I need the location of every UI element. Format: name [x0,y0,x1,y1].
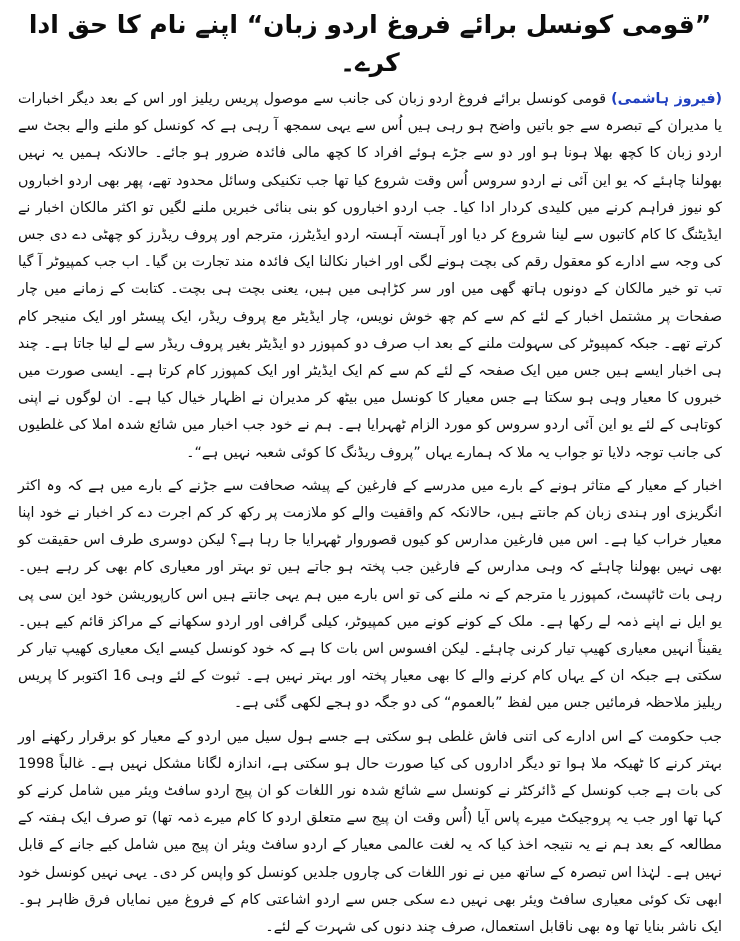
paragraph-1 [18,86,722,467]
byline: (فیروز ہاشمی) [611,91,722,107]
paragraph-1-text: قومی کونسل برائے فروغ اردو زبان کی جانب سے موصول پریس ریلیز اور اس کے بعد دیگر اخبارات یا مدیران کے تبصرہ سے جو باتیں واضح ہو رہی ہیں اُس سے یہی سمجھ آ رہی ہے کہ کونسل کو ملنے والے بجٹ سے اردو زبان کا کچھ بھلا ہونا ہو اور دو سے جڑے ہوئے افراد کا کچھ مالی فائدہ ضرور ہو جائے۔ حالانکہ ہمیں یہ نہیں بھولنا چاہئے کہ یو این آئی نے اردو سروس اُس وقت شروع کیا تھا جب تکنیکی وسائل محدود تھے، پھر بھی اردو اخباروں کو نیوز فراہم کرنے میں کلیدی کردار ادا کیا۔ جب اردو اخباروں کو بنی بنائی خبریں ملنے لگیں تو اکثر مالکان اخبار نے ایڈیٹنگ کا کام کاتبوں سے لینا شروع کر دیا اور آہستہ آہستہ اردو ایڈیٹرز، مترجم اور پروف ریڈرز کو چھٹی دے دی جس کی وجہ سے ادارے کو معقول رقم کی بچت ہونے لگی اور اخبار نکالنا ایک فائدہ مند تجارت بن گیا۔ اب جب کمپیوٹر آ گیا تب تو خیر مالکان کے دونوں ہاتھ گھی میں اور سر کڑاہی میں ہیں، یعنی بچت ہی بچت۔ کتابت کے زمانے میں چار صفحات پر مشتمل اخبار کے لئے کم سے کم چھ خوش نویس، چار ایڈیٹر مع پروف ریڈر، ایک پیسٹر اور ایک منیجر کام کرتے تھے۔ جبکہ کمپیوٹر کی سہولت ملنے کے بعد اب صرف دو کمپوزر دو ایڈیٹر بغیر پروف ریڈر سے لے لیا جاتا ہے۔ چند ہی اخبار ایسے ہیں جس میں ایک صفحہ کے لئے کم سے کم ایک ایڈیٹر اور ایک کمپوزر کام کرتا ہے۔ ایسی صورت میں خبروں کا معیار وہی ہو سکتا ہے جس معیار کا کونسل میں بیٹھ کر مدیران نے اظہار خیال کیا ہے۔ ان لوگوں نے اپنی کوتاہی کے لئے یو این آئی اردو سروس کو مورد الزام ٹھہرایا ہے۔ ہم نے خود جب اخبار میں شائع شدہ املا کی غلطیوں کی جانب توجہ دلایا تو جواب یہ ملا کہ ہمارے یہاں ”پروف ریڈنگ کا کوئی شعبہ نہیں ہے“۔ [18,91,722,461]
headline: ”قومی کونسل برائے فروغ اردو زبان“ اپنے نام کا حق ادا کرے۔ [28,10,712,77]
paragraph-3: جب حکومت کے اس ادارے کی اتنی فاش غلطی ہو سکتی ہے جسے ہول سیل میں اردو کے معیار کو برقرار رکھنے اور بہتر کرنے کا ٹھیکہ ملا ہوا تو دیگر اداروں کی کیا صورت حال ہو سکتی ہے، اندازہ لگانا مشکل نہیں ہے۔ غالباً 1998 کی بات ہے جب کونسل کے ڈائرکٹر نے کونسل سے شائع شدہ نور اللغات کو ان پیج اردو سافٹ ویئر میں شامل کرنے کو کہا تھا اور جب یہ پروجیکٹ میرے پاس آیا (اُس وقت ان پیج سے متعلق اردو کا کام میرے ذمہ تھا) تو صرف ایک ہفتہ کے مطالعہ کے بعد ہم نے یہ نتیجہ اخذ کیا کہ یہ لغت عالمی معیار کے اردو سافٹ ویئر ان پیج میں شامل کیے جانے کے قابل نہیں ہے۔ لہٰذا اس تبصرہ کے ساتھ میں نے نور اللغات کی چاروں جلدیں کونسل کو واپس کر دی۔ یہی نہیں کونسل خود ابھی تک کوئی معیاری سافٹ ویئر بھی نہیں دے سکی جس سے اردو اشاعتی کام کے فروغ میں نمایاں فرق ظاہر ہو۔ ایک ناشر بنایا تھا وہ بھی ناقابل استعمال، صرف چند دنوں کی شہرت کے لئے۔ [18,728,722,936]
article-body [18,86,722,941]
paragraph-2: اخبار کے معیار کے متاثر ہونے کے بارے میں مدرسے کے فارغین کے پیشہ صحافت سے جڑنے کے بارے میں ہے کہ وہ اکثر انگریزی اور ہندی زبان کم جانتے ہیں، حالانکہ کم واقفیت والے کو ملازمت پر رکھ کر کم اجرت دے کر اخبار نے خود اپنا معیار خراب کیا ہے۔ اس میں فارغین مدارس کو کیوں قصوروار ٹھہرایا جا رہا ہے؟ لیکن دوسری طرف اس حقیقت کو بھی نہیں بھولنا چاہئے کہ وہی مدارس کے فارغین جب پختہ ہو جاتے ہیں تو بہتر اور معیاری کام بھی کر رہے ہیں۔ رہی بات ٹائپسٹ، کمپوزر یا مترجم کے نہ ملنے کی تو اس بارے میں ہم یہی جانتے ہیں اس کارپوریشن خود این سی پی یو ایل نے اپنے ذمہ لے رکھا ہے۔ ملک کے کونے کونے میں کمپیوٹر، کیلی گرافی اور اردو سکھانے کے مراکز قائم کیے ہیں۔ یقیناً انہیں معیاری کھیپ تیار کرنی چاہئے۔ لیکن افسوس اس بات کا ہے کہ خود کونسل کیسے ایک معیاری کھیپ تیار کر سکتی ہے جبکہ ان کے یہاں کام کرنے والے کا بھی معیار پختہ اور بہتر نہیں ہے۔ ثبوت کے لئے وہی 16 اکتوبر کا پریس ریلیز ملاحظہ فرمائیں جس میں لفظ ”بالعموم“ کی دو جگہ دو ہجے لکھی گئی ہے۔ [18,477,722,712]
